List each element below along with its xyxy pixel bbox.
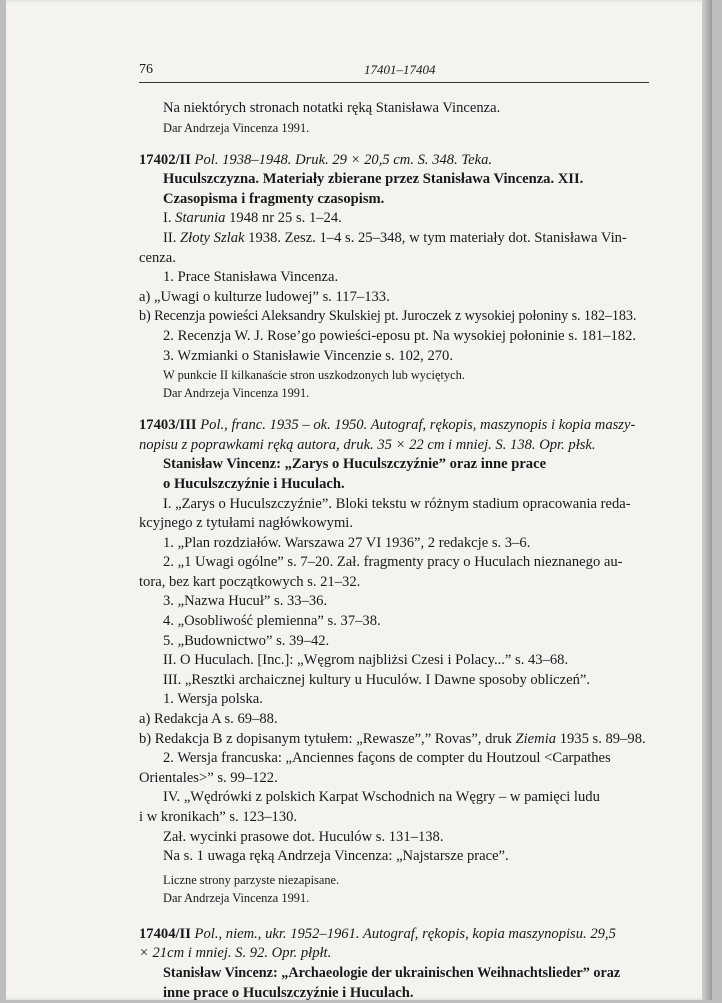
text-line [139, 209, 651, 229]
note-line: Liczne strony parzyste niezapisane. [163, 872, 340, 887]
text-span: 1935 s. 89–98. [556, 730, 646, 747]
entry-title: Huculszczyzna. Materiały zbierane przez Stanisława Vincenza. XII. [163, 171, 584, 188]
page-header [139, 62, 649, 83]
entry-meta: nopisu z poprawkami ręką autora, druk. 35 × 22 cm i mniej. S. 138. Opr. płsk. [139, 436, 596, 453]
text-line: cenza. [139, 249, 176, 266]
entry-title: inne prace o Huculszczyźnie i Huculach. [163, 984, 414, 1001]
text-line: kcyjnego z tytułami nagłówkowymi. [139, 515, 354, 532]
text-line: IV. „Wędrówki z polskich Karpat Wschodnich na Węgry – w pamięci ludu [163, 789, 600, 806]
page-number: 76 [139, 62, 153, 77]
entry-id: 17404/II [139, 925, 191, 942]
entry-meta: Pol. 1938–1948. Druk. 29 × 20,5 cm. S. 348. Teka. [190, 151, 493, 168]
document-page [6, 0, 712, 1000]
text-line: Orientales>” s. 99–122. [139, 769, 278, 786]
text-line: 2. Recenzja W. J. Rose’go powieści-eposu pt. Na wysokiej połoninie s. 181–182. [163, 327, 637, 344]
gift-note: Dar Andrzeja Vincenza 1991. [163, 120, 310, 135]
text-line: 4. „Osobliwość plemienna” s. 37–38. [163, 613, 381, 630]
text-line: 3. „Nazwa Hucuł” s. 33–36. [163, 593, 328, 610]
gift-note: Dar Andrzeja Vincenza 1991. [163, 890, 310, 905]
text-line [139, 730, 651, 750]
text-span: 1948 nr 25 s. 1–24. [225, 210, 342, 227]
entry-17403-header [139, 416, 651, 436]
text-line: tora, bez kart początkowych s. 21–32. [139, 573, 361, 590]
text-line: Zał. wycinki prasowe dot. Huculów s. 131–138. [163, 828, 444, 845]
text-line: I. „Zarys o Huculszczyźnie”. Bloki tekstu w różnym stadium opracowania reda- [163, 495, 631, 512]
entry-title: Stanisław Vincenz: „Archaeologie der ukrainischen Weihnachtslieder” oraz [163, 964, 621, 981]
journal-title: Starunia [175, 210, 226, 227]
text-line: II. O Huculach. [Inc.]: „Węgrom najbliżsi Czesi i Polacy...” s. 43–68. [163, 652, 569, 669]
text-line: III. „Resztki archaicznej kultury u Huculów. I Dawne sposoby obliczeń”. [163, 671, 590, 688]
entry-id: 17403/III [139, 417, 197, 434]
journal-title: Ziemia [515, 730, 557, 747]
text-line: a) „Uwagi o kulturze ludowej” s. 117–133. [139, 288, 390, 305]
text-span: II. [163, 229, 181, 246]
text-line: Na niektórych stronach notatki ręką Stanisława Vincenza. [163, 100, 501, 116]
text-line: b) Recenzja powieści Aleksandry Skulskiej pt. Juroczek z wysokiej połoniny s. 182–183. [139, 308, 637, 325]
running-head: 17401–17404 [364, 62, 436, 77]
entry-meta: Pol., niem., ukr. 1952–1961. Autograf, rękopis, kopia maszynopisu. 29,5 [190, 925, 616, 942]
text-line: 1. „Plan rozdziałów. Warszawa 27 VI 1936”, 2 redakcje s. 3–6. [163, 534, 531, 551]
note-line: W punkcie II kilkanaście stron uszkodzonych lub wyciętych. [163, 368, 465, 383]
text-line: 3. Wzmianki o Stanisławie Vincenzie s. 102, 270. [163, 347, 454, 364]
text-line: i w kronikach” s. 123–130. [139, 809, 298, 825]
gift-note: Dar Andrzeja Vincenza 1991. [163, 386, 310, 401]
text-line: Na s. 1 uwaga ręką Andrzeja Vincenza: „Najstarsze prace”. [163, 848, 509, 865]
text-line: 1. Prace Stanisława Vincenza. [163, 269, 339, 286]
page-content [139, 99, 651, 1003]
text-line: 2. „1 Uwagi ogólne” s. 7–20. Zał. fragmenty pracy o Huculach nieznanego au- [163, 554, 623, 571]
entry-title: o Huculszczyźnie i Huculach. [163, 475, 345, 492]
entry-id: 17402/II [139, 151, 191, 168]
entry-17404-header [139, 925, 651, 945]
journal-title: Złoty Szlak [180, 229, 245, 246]
entry-title: Stanisław Vincenz: „Zarys o Huculszczyźnie” oraz inne prace [163, 456, 547, 473]
text-line: 1. Wersja polska. [163, 691, 263, 708]
text-line: a) Redakcja A s. 69–88. [139, 711, 278, 728]
text-line: 5. „Budownictwo” s. 39–42. [163, 632, 330, 649]
entry-title: Czasopisma i fragmenty czasopism. [163, 190, 385, 207]
scan-edge [702, 0, 712, 1000]
text-span: 1938. Zesz. 1–4 s. 25–348, w tym materiały dot. Stanisława Vin- [244, 229, 627, 246]
text-span: I. [163, 210, 176, 227]
text-line [139, 229, 651, 249]
entry-meta: × 21cm i mniej. S. 92. Opr. płpłt. [139, 945, 332, 962]
text-span: b) Redakcja B z dopisanym tytułem: „Rewasze”,” Rovas”, druk [139, 730, 516, 747]
text-line: 2. Wersja francuska: „Anciennes façons de compter du Houtzoul <Carpathes [163, 750, 611, 767]
entry-meta: Pol., franc. 1935 – ok. 1950. Autograf, rękopis, maszynopis i kopia maszy- [196, 417, 636, 434]
entry-17402-header [139, 151, 651, 171]
